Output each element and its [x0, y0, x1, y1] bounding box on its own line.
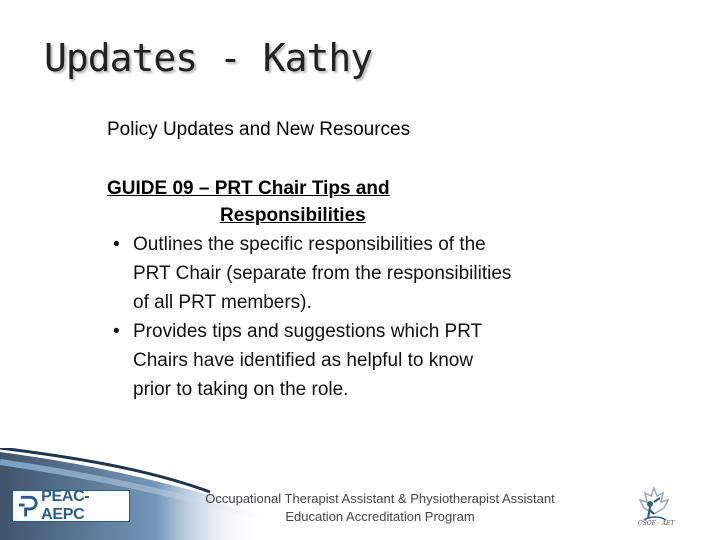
footer-caption [180, 490, 580, 526]
bullet-line: prior to taking on the role. [133, 379, 349, 400]
bullet-line: Provides tips and suggestions which PRT [133, 321, 483, 342]
bullet-line: Chairs have identified as helpful to know [133, 350, 474, 371]
guide-heading [107, 175, 527, 229]
bullet-line: PRT Chair (separate from the responsibilities [133, 263, 512, 284]
bullet-line: of all PRT members). [133, 292, 312, 313]
slide-subtitle: Policy Updates and New Resources [107, 119, 411, 140]
peac-logo-mark-icon [17, 493, 38, 519]
bullet-item [107, 230, 627, 317]
bullet-icon: • [113, 321, 120, 342]
peac-aepc-logo [12, 490, 130, 522]
guide-heading-line-1: GUIDE 09 – PRT Chair Tips and [107, 178, 390, 199]
footer-line-1: Occupational Therapist Assistant & Physiotherapist Assistant [205, 491, 555, 506]
footer-line-2: Education Accreditation Program [285, 509, 475, 524]
peac-logo-text: PEAC-AEPC [41, 488, 90, 523]
guide-heading-line-2: Responsibilities [220, 205, 366, 226]
right-logo-caption: CSOE · AET [638, 520, 675, 527]
bullet-line: Outlines the specific responsibilities of the [133, 234, 486, 255]
bullet-icon: • [113, 234, 120, 255]
bullet-list [107, 230, 627, 404]
slide-title: Updates - Kathy [44, 36, 373, 80]
bullet-item [107, 317, 627, 404]
